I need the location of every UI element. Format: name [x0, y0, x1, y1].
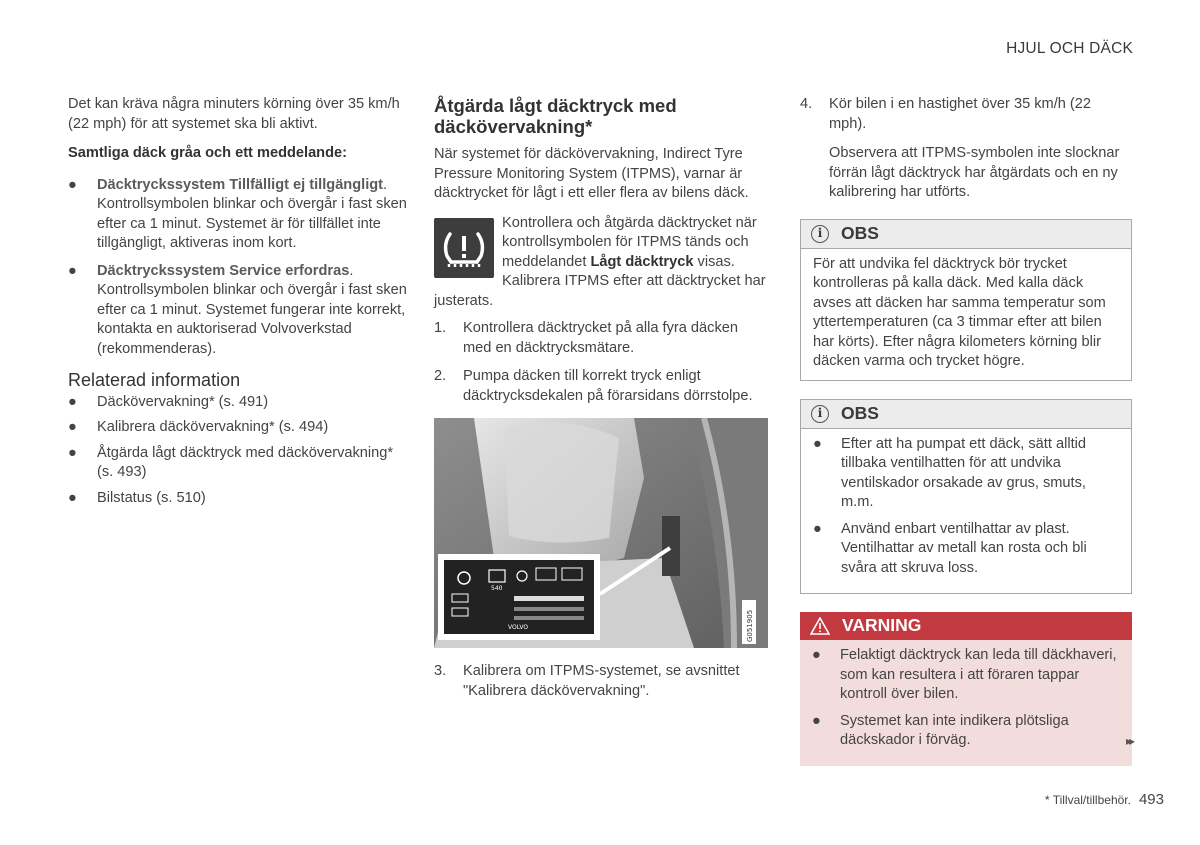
- column-left: [68, 95, 408, 514]
- warning-item-text: Felaktigt däcktryck kan leda till däckhaveri, som kan resultera i att föraren tappar kontroll över bilen.: [840, 647, 1117, 702]
- section-intro: När systemet för däckövervakning, Indirect Tyre Pressure Monitoring System (ITPMS), varnar är däcktrycket för lågt i ett eller flera av bilens däck.: [434, 146, 749, 201]
- image-code: G051905: [746, 609, 754, 642]
- warning-triangle-icon: [810, 617, 830, 635]
- status-list: [68, 176, 408, 360]
- bullet-icon: ●: [68, 176, 77, 193]
- decal-brand: VOLVO: [508, 624, 529, 631]
- info-icon: i: [811, 225, 829, 243]
- list-item: [812, 712, 1120, 751]
- list-item: [813, 435, 1119, 513]
- note-box: [800, 219, 1132, 381]
- icon-text-cont: visas. Kalibrera ITPMS efter att däcktrycket har justerats.: [434, 253, 766, 309]
- note-title: OBS: [841, 402, 879, 423]
- door-pillar-photo: [434, 418, 768, 648]
- tpms-warning-icon: [434, 218, 494, 278]
- note-body: För att undvika fel däcktryck bör trycket kontrolleras på kalla däck. Med kalla däck avses att däcken har samma temperatur som yttertemperaturen (ca 3 timmar efter att bilen har körts). Efter några kilometers körning blir däcken varma och trycket högre.: [813, 255, 1106, 369]
- list-item: [813, 520, 1119, 579]
- page-footer: [1045, 791, 1164, 808]
- note-item-text: Använd enbart ventilhattar av plast. Ventilhattar av metall kan rosta och bli svåra att skruva loss.: [841, 520, 1087, 576]
- intro-paragraph: Det kan kräva några minuters körning över 35 km/h (22 mph) för att systemet ska bli aktivt.: [68, 96, 400, 132]
- step-item: [434, 367, 768, 406]
- status-description: . Kontrollsymbolen blinkar och övergår i fast sken efter ca 1 minut. Systemet fungerar inte korrekt, kontakta en auktoriserad Volvoverkstad (rekommenderas).: [97, 262, 407, 357]
- step-note: Observera att ITPMS-symbolen inte slocknar förrän lågt däcktryck har åtgärdats och en ny kalibrering har utförts.: [829, 145, 1120, 200]
- related-link-text[interactable]: Bilstatus (s. 510): [97, 489, 206, 506]
- step-number: 3.: [434, 663, 447, 679]
- step-number: 4.: [800, 96, 813, 112]
- status-description: . Kontrollsymbolen blinkar och övergår i fast sken efter ca 1 minut. Systemet är för tillfället inte tillgängligt, aktiveras inom kort.: [97, 176, 407, 251]
- bullet-icon: ●: [68, 419, 77, 435]
- step-text: Kör bilen i en hastighet över 35 km/h (22 mph).: [829, 96, 1092, 132]
- related-link-text[interactable]: Åtgärda lågt däcktryck med däckövervakning* (s. 493): [97, 444, 394, 480]
- note-box: [800, 399, 1132, 595]
- bullet-icon: ●: [812, 712, 821, 729]
- step-number: 2.: [434, 368, 447, 384]
- note-body: [801, 429, 1131, 594]
- step-text: Pumpa däcken till korrekt tryck enligt däcktrycksdekalen på förarsidans dörrstolpe.: [463, 368, 753, 404]
- bullet-icon: ●: [813, 435, 822, 452]
- related-link[interactable]: [68, 393, 408, 413]
- warning-body: [800, 640, 1132, 766]
- section-header: HJUL OCH DÄCK: [1006, 40, 1133, 57]
- steps-list-right: [800, 95, 1132, 203]
- steps-list: [434, 319, 768, 406]
- warning-item-text: Systemet kan inte indikera plötsliga däckskador i förväg.: [840, 712, 1069, 748]
- steps-list-cont: [434, 662, 768, 701]
- related-info-heading: Relaterad information: [68, 370, 241, 390]
- warning-box: [800, 612, 1132, 766]
- decal-value: 540: [491, 585, 503, 592]
- list-item: [812, 646, 1120, 705]
- note-item-text: Efter att ha pumpat ett däck, sätt alltid tillbaka ventilhatten för att undvika ventilskador orsakade av grus, smuts, m.m.: [841, 435, 1086, 510]
- related-link[interactable]: [68, 444, 408, 483]
- bullet-icon: ●: [813, 520, 822, 537]
- related-link[interactable]: [68, 489, 408, 509]
- icon-paragraph: [434, 214, 768, 312]
- continue-arrows-icon: ▸▸: [1125, 734, 1132, 748]
- warning-header: [800, 612, 1132, 640]
- step-item: [434, 319, 768, 358]
- message-name: Lågt däcktryck: [590, 253, 694, 270]
- related-links: [68, 393, 408, 509]
- status-term: Däcktryckssystem Service erfordras: [97, 262, 350, 279]
- note-header: [801, 220, 1131, 249]
- column-middle: [434, 95, 768, 710]
- page-number: 493: [1138, 791, 1164, 808]
- status-term: Däcktryckssystem Tillfälligt ej tillgängligt: [97, 176, 384, 193]
- list-item: [68, 176, 408, 254]
- status-subheading: Samtliga däck gråa och ett meddelande:: [68, 145, 347, 161]
- bullet-icon: ●: [812, 647, 821, 663]
- step-text: Kalibrera om ITPMS-systemet, se avsnittet "Kalibrera däckövervakning".: [463, 663, 740, 699]
- step-item: [800, 95, 1132, 203]
- related-link-text[interactable]: Däckövervakning* (s. 491): [97, 393, 269, 410]
- step-text: Kontrollera däcktrycket på alla fyra däcken med en däcktrycksmätare.: [463, 320, 738, 356]
- section-title: Åtgärda lågt däcktryck med däckövervakning*: [434, 95, 677, 137]
- bullet-icon: ●: [68, 262, 77, 279]
- step-number: 1.: [434, 320, 447, 336]
- step-item: [434, 662, 768, 701]
- list-item: [68, 262, 408, 360]
- column-right: [800, 95, 1132, 784]
- bullet-icon: ●: [68, 489, 77, 506]
- icon-text: Kontrollera och åtgärda däcktrycket när kontrollsymbolen för ITPMS tänds och meddelandet: [502, 214, 757, 270]
- related-link-text[interactable]: Kalibrera däckövervakning* (s. 494): [97, 419, 329, 435]
- info-icon: i: [811, 405, 829, 423]
- note-header: [801, 400, 1131, 429]
- note-title: OBS: [841, 222, 879, 243]
- warning-title: VARNING: [842, 615, 922, 636]
- bullet-icon: ●: [68, 444, 77, 461]
- footnote: * Tillval/tillbehör.: [1044, 793, 1131, 807]
- related-link[interactable]: [68, 418, 408, 438]
- bullet-icon: ●: [68, 393, 77, 410]
